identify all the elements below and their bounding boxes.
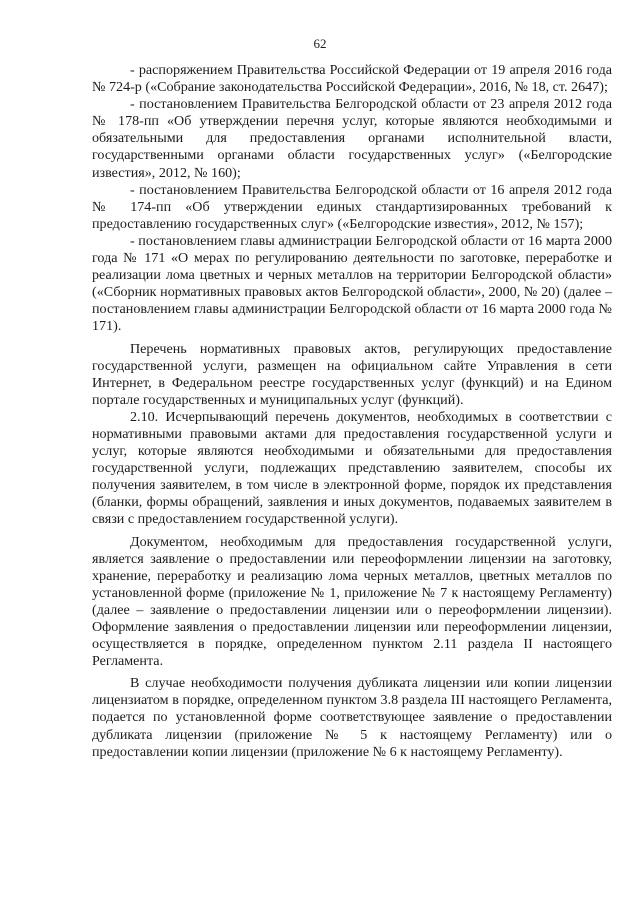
paragraph-required-document: Документом, необходимым для предоставления государственной услуги, является заявление о предоставлении или переоформлении лицензии на заготовку, хранение, переработку и реализацию лома черных металлов, цветных металлов по установленной форме (приложение № 1, приложение № 7 к настоящему Регламенту) (далее – заявление о предоставлении лицензии или о переоформлении лицензии). Оформление заявления о предоставлении лицензии или переоформлении лицензии, осуществляется в порядке, определенном пунктом 2.11 раздела II настоящего Регламента. (92, 533, 612, 670)
paragraph-resolution-174: - постановлением Правительства Белгородской области от 16 апреля 2012 года № 174-пп «Об утверждении единых стандартизированных требований к предоставлению государственных слуг» («Белгородские известия», 2012, № 157); (92, 181, 612, 232)
paragraph-decree-724: - распоряжением Правительства Российской Федерации от 19 апреля 2016 года № 724-р («Собрание законодательства Российской Федерации», 2016, № 18, ст. 2647); (92, 62, 612, 96)
paragraph-section-2-10: 2.10. Исчерпывающий перечень документов, необходимых в соответствии с нормативными правовыми актами для предоставления государственной услуги и услуг, которые являются необходимыми и обязательными для предоставления государственной услуги, подлежащих представлению заявителем, способы их получения заявителем, в том числе в электронной форме, порядок их представления (бланки, формы обращений, заявления и иных документов, подаваемых заявителем в связи с предоставлением государственной услуги). (92, 408, 612, 528)
document-body (92, 62, 612, 761)
page-number: 62 (313, 36, 327, 51)
paragraph-resolution-178: - постановлением Правительства Белгородской области от 23 апреля 2012 года № 178-пп «Об утверждении перечня услуг, которые являются необходимыми и обязательными для предоставления органами исполнительной власти, государственными органами области государственных услуг» («Белгородские известия», 2012, № 160); (92, 96, 612, 181)
paragraph-acts-list-publication: Перечень нормативных правовых актов, регулирующих предоставление государственной услуги, размещен на официальном сайте Управления в сети Интернет, в Федеральном реестре государственных услуг (функций) и на Едином портале государственных и муниципальных услуг (функций). (92, 340, 612, 408)
paragraph-resolution-171: - постановлением главы администрации Белгородской области от 16 марта 2000 года № 171 «О мерах по регулированию деятельности по заготовке, переработке и реализации лома цветных и черных металлов на территории Белгородской области» («Сборник нормативных правовых актов Белгородской области», 2000, № 20) (далее – постановлением главы администрации Белгородской области от 16 марта 2000 года № 171). (92, 232, 612, 335)
paragraph-duplicate-license: В случае необходимости получения дубликата лицензии или копии лицензии лицензиатом в порядке, определенном пунктом 3.8 раздела III настоящего Регламента, подается по установленной форме соответствующее заявление о предоставлении дубликата лицензии (приложение № 5 к настоящему Регламенту) или о предоставлении копии лицензии (приложение № 6 к настоящему Регламенту). (92, 675, 612, 760)
